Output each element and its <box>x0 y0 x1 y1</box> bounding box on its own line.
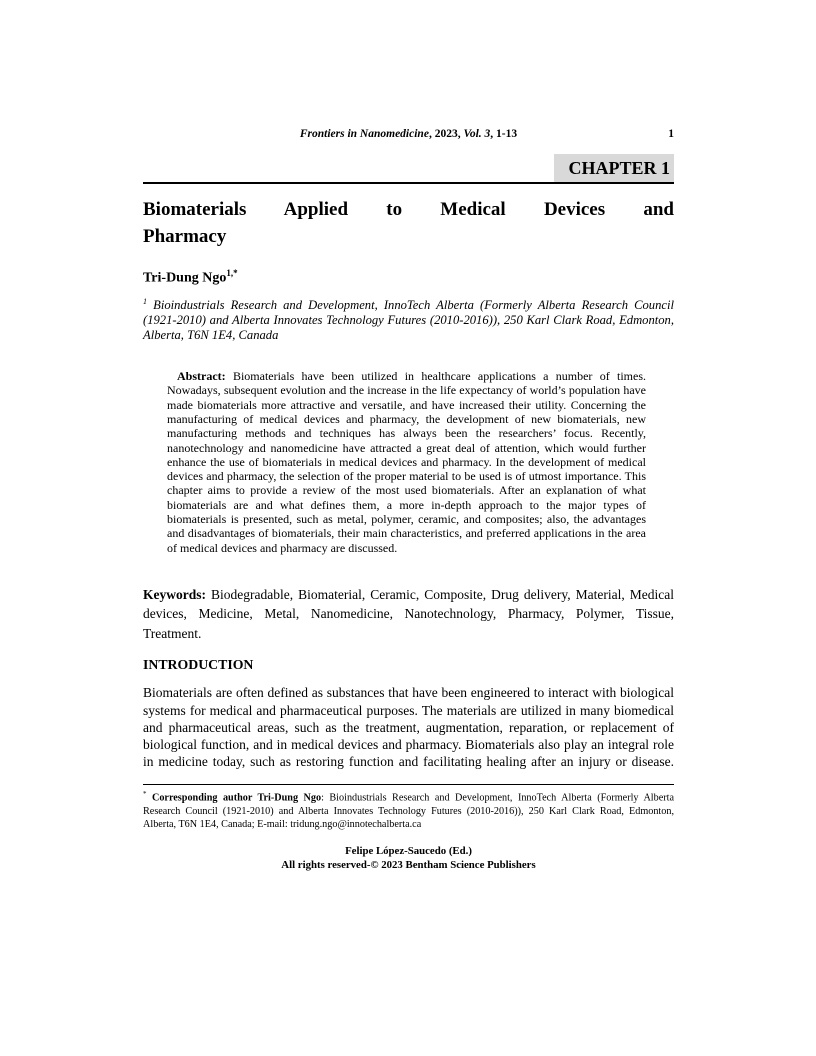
citation-pages: , 1-13 <box>490 128 518 140</box>
chapter-title <box>143 196 674 250</box>
citation-volume: Vol. 3 <box>463 128 491 140</box>
page-number: 1 <box>668 128 674 140</box>
journal-title: Frontiers in Nanomedicine <box>299 128 429 140</box>
footnote-marker: * <box>143 790 147 799</box>
chapter-title-line2: Pharmacy <box>143 226 227 248</box>
journal-citation <box>300 128 517 140</box>
publisher-footer <box>143 844 674 872</box>
abstract-text: Biomaterials have been utilized in healthcare applications a number of times. Nowadays, subsequent evolution and the increase in the life expectancy of world’s population have made biomaterials more attractive and versatile, and have increased their utility. Concerning the manufacturing of medical devices and pharmacy, the development of new biomaterials, new manufacturing methods and techniques has always been the researchers’ focus. Recently, nanotechnology and nanomedicine have attracted a great deal of attention, which would further enhance the use of biomaterials in medical devices and pharmacy. In the development of medical devices and pharmacy, the selection of the proper material to be used is of utmost importance. This chapter aims to provide a review of the most used biomaterials. After an explanation of what biomaterials are and what defines them, a more in-depth approach to the major types of biomaterials is presented, such as metal, polymer, ceramic, and composites; also, the advantages and disadvantages of biomaterials, their main characteristics, and preferred applications in the area of medical devices and pharmacy are discussed. <box>167 369 646 555</box>
affiliation <box>143 294 674 343</box>
keywords-label: Keywords: <box>143 586 206 602</box>
chapter-banner-row <box>143 154 674 184</box>
running-head <box>143 127 674 141</box>
keywords-text: Biodegradable, Biomaterial, Ceramic, Composite, Drug delivery, Material, Medical devices, Medicine, Metal, Nanomedicine, Nanotechnology, Pharmacy, Polymer, Tissue, Treatment. <box>143 586 674 641</box>
author-byline <box>143 265 674 287</box>
citation-year: , 2023, <box>428 128 464 140</box>
footnote-text: : Bioindustrials Research and Development, InnoTech Alberta (Formerly Alberta Research Council (1921-2010) and Alberta Innovates Technology Futures (2010-2016)), 250 Karl Clark Road, Edmonton, Alberta, T6N 1E4, Canada; E-mail: tridung.ngo@innotechalberta.ca <box>143 792 674 831</box>
affiliation-text: Bioindustrials Research and Development, InnoTech Alberta (Formerly Alberta Research Council (1921-2010) and Alberta Innovates Technology Futures (2010-2016)), 250 Karl Clark Road, Edmonton, Alberta, T6N 1E4, Canada <box>143 298 674 343</box>
abstract-label: Abstract: <box>177 369 226 384</box>
introduction-heading: INTRODUCTION <box>143 657 254 673</box>
introduction-paragraph: Biomaterials are often defined as substances that have been engineered to interact with biological systems for medical and pharmaceutical purposes. The materials are utilized in many biomedical and pharmaceutical areas, such as the treatment, augmentation, reparation, or replacement of biological function, and in medical devices and pharmacy. Biomaterials also play an integral role in medicine today, such as restoring function and facilitating healing after an injury or disease. <box>143 685 674 770</box>
rights-line: All rights reserved-© 2023 Bentham Science Publishers <box>281 859 536 872</box>
chapter-title-line1: Biomaterials Applied to Medical Devices and <box>143 199 674 221</box>
chapter-label: CHAPTER 1 <box>554 154 674 182</box>
affiliation-marker: 1 <box>143 296 147 306</box>
document-page <box>143 0 674 872</box>
editor-line: Felipe López-Saucedo (Ed.) <box>345 845 472 858</box>
author-affiliation-marker: 1,* <box>226 268 238 279</box>
corresponding-author-footnote <box>143 784 674 831</box>
author-name: Tri-Dung Ngo <box>143 270 227 286</box>
abstract <box>167 369 646 555</box>
keywords <box>143 585 674 644</box>
footnote-author-bold: Corresponding author Tri-Dung Ngo <box>146 792 322 804</box>
